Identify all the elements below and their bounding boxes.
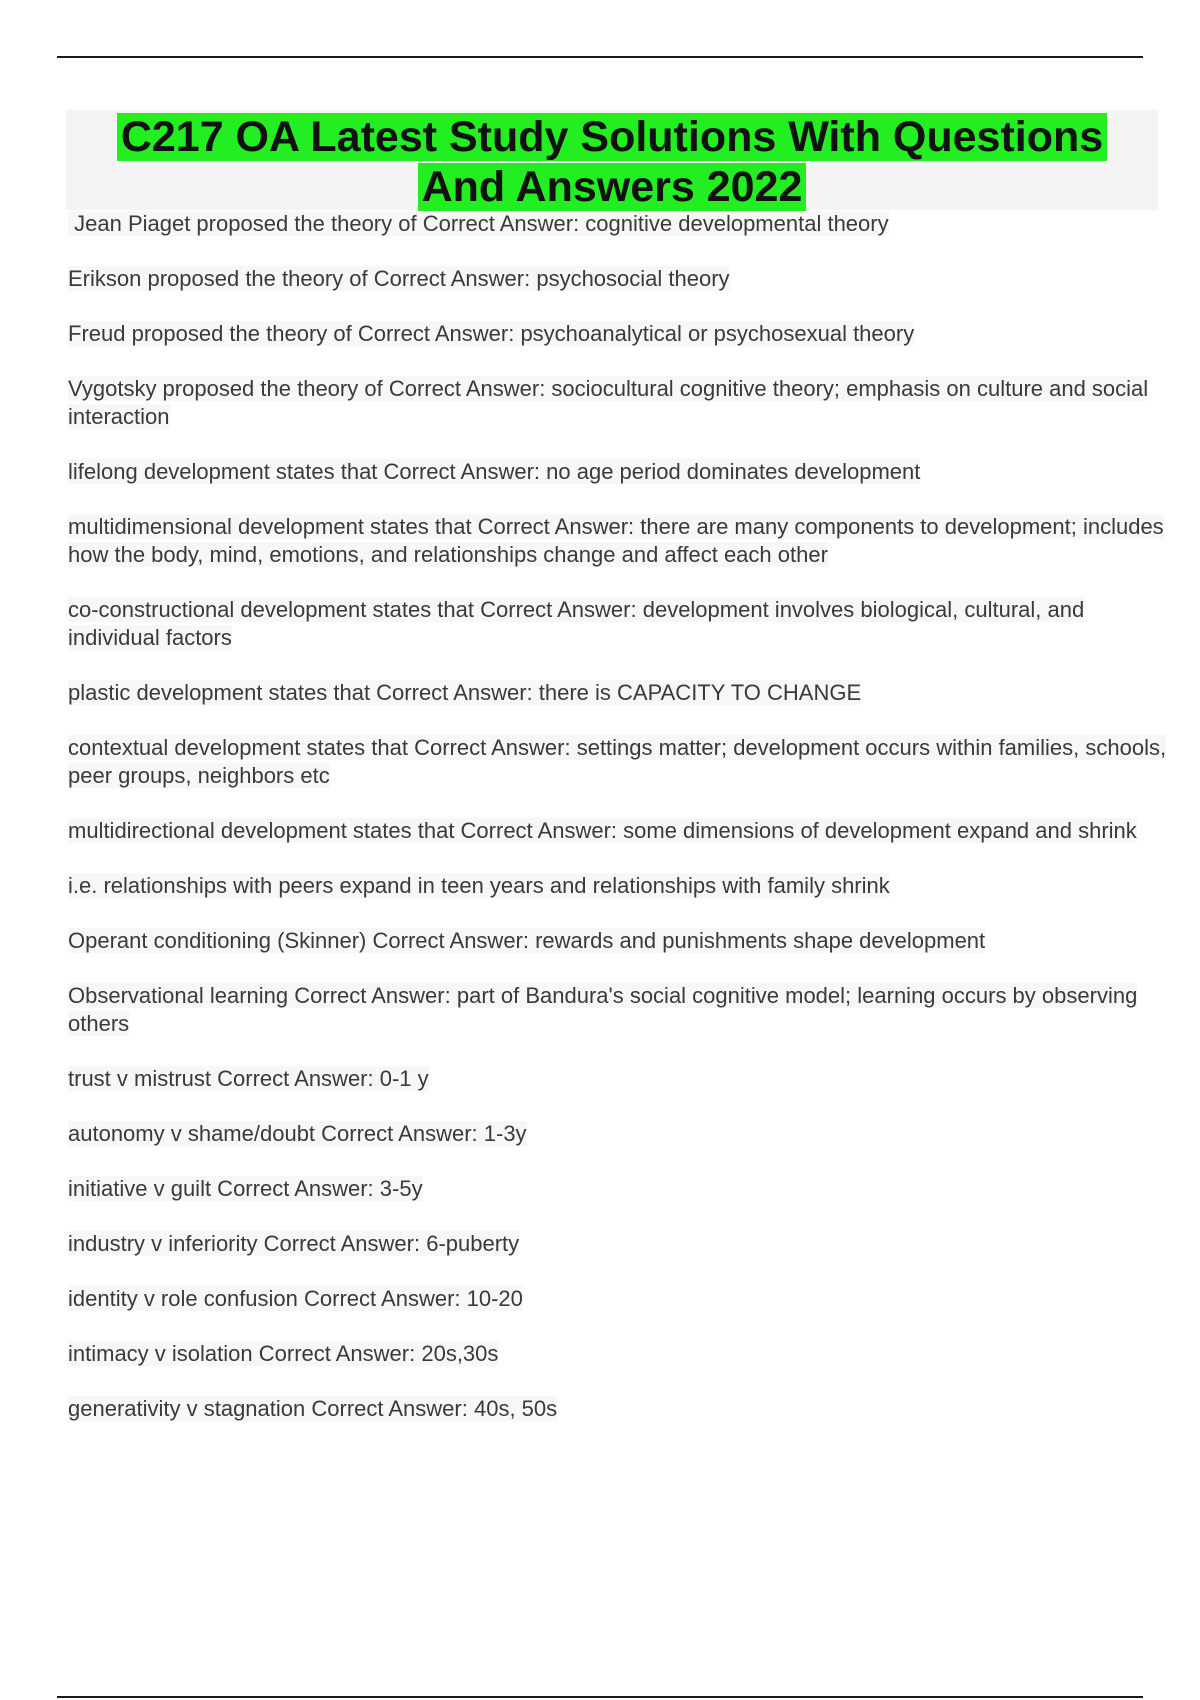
qa-item xyxy=(68,679,1168,707)
qa-text: trust v mistrust Correct Answer: 0-1 y xyxy=(68,1066,429,1091)
qa-item xyxy=(68,265,1168,293)
bottom-rule xyxy=(57,1696,1143,1698)
qa-text: multidirectional development states that Correct Answer: some dimensions of development expand and shrink xyxy=(68,818,1137,843)
title-block xyxy=(66,110,1158,210)
qa-text: Observational learning Correct Answer: part of Bandura's social cognitive model; learning occurs by observing others xyxy=(68,983,1138,1036)
qa-item xyxy=(68,320,1168,348)
qa-text: initiative v guilt Correct Answer: 3-5y xyxy=(68,1176,423,1201)
title-line-2: And Answers 2022 xyxy=(418,163,807,211)
qa-text: autonomy v shame/doubt Correct Answer: 1-3y xyxy=(68,1121,527,1146)
qa-item xyxy=(68,927,1168,955)
qa-item xyxy=(68,1065,1168,1093)
qa-text: co-constructional development states that Correct Answer: development involves biological, cultural, and individual factors xyxy=(68,597,1085,650)
qa-item xyxy=(68,734,1168,790)
qa-text: identity v role confusion Correct Answer: 10-20 xyxy=(68,1286,523,1311)
qa-item xyxy=(68,513,1168,569)
qa-item xyxy=(68,375,1168,431)
page-title xyxy=(66,110,1158,212)
qa-text: Jean Piaget proposed the theory of Correct Answer: cognitive developmental theory xyxy=(68,211,889,236)
qa-text: multidimensional development states that Correct Answer: there are many components to development; includes how the body, mind, emotions, and relationships change and affect each other xyxy=(68,514,1164,567)
qa-item xyxy=(68,1175,1168,1203)
qa-item xyxy=(68,817,1168,845)
qa-item xyxy=(68,458,1168,486)
qa-item xyxy=(68,596,1168,652)
qa-text: intimacy v isolation Correct Answer: 20s,30s xyxy=(68,1341,499,1366)
qa-list xyxy=(68,210,1168,1450)
qa-item xyxy=(68,1230,1168,1258)
qa-text: contextual development states that Correct Answer: settings matter; development occurs within families, schools, peer groups, neighbors etc xyxy=(68,735,1167,788)
top-rule xyxy=(57,56,1143,58)
qa-text: Erikson proposed the theory of Correct Answer: psychosocial theory xyxy=(68,266,730,291)
qa-text: generativity v stagnation Correct Answer: 40s, 50s xyxy=(68,1396,558,1421)
qa-text: plastic development states that Correct Answer: there is CAPACITY TO CHANGE xyxy=(68,680,862,705)
qa-item xyxy=(68,982,1168,1038)
qa-text: Vygotsky proposed the theory of Correct Answer: sociocultural cognitive theory; emphasis on culture and social interaction xyxy=(68,376,1149,429)
title-line-1: C217 OA Latest Study Solutions With Questions xyxy=(117,113,1107,161)
qa-text: i.e. relationships with peers expand in teen years and relationships with family shrink xyxy=(68,873,890,898)
qa-text: industry v inferiority Correct Answer: 6-puberty xyxy=(68,1231,520,1256)
qa-text: lifelong development states that Correct Answer: no age period dominates development xyxy=(68,459,921,484)
qa-item xyxy=(68,210,1168,238)
qa-item xyxy=(68,1395,1168,1423)
qa-item xyxy=(68,872,1168,900)
qa-text: Freud proposed the theory of Correct Answer: psychoanalytical or psychosexual theory xyxy=(68,321,915,346)
qa-text: Operant conditioning (Skinner) Correct Answer: rewards and punishments shape development xyxy=(68,928,986,953)
qa-item xyxy=(68,1285,1168,1313)
qa-item xyxy=(68,1340,1168,1368)
qa-item xyxy=(68,1120,1168,1148)
